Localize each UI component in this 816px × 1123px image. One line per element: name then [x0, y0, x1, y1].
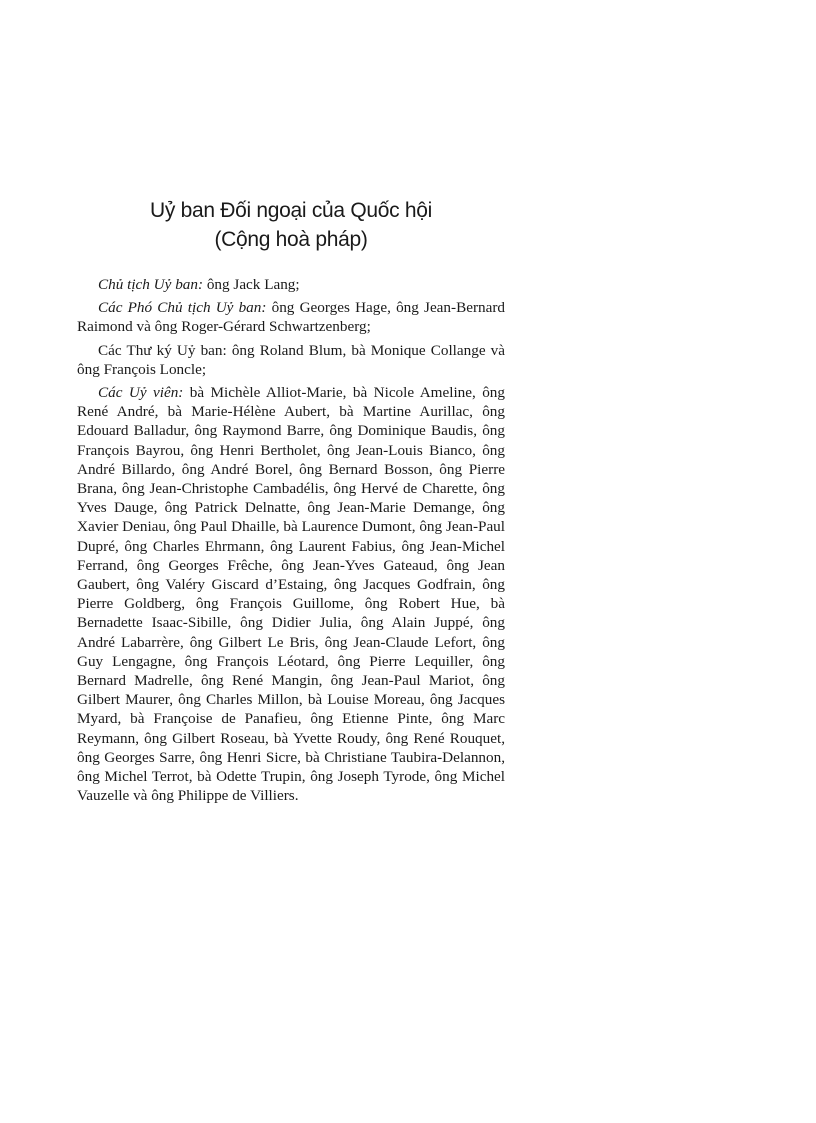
paragraph-text: bà Michèle Alliot-Marie, bà Nicole Ameline, ông René André, bà Marie-Hélène Aubert, bà Martine Aurillac, ông Edouard Balladur, ông Raymond Barre, ông Dominique Baudis, ông François Bayrou, ông Henri Bertholet, ông Jean-Louis Bianco, ông André Billardo, ông André Borel, ông Bernard Bosson, ông Pierre Brana, ông Jean-Christophe Cambadélis, ông Hervé de Charette, ông Yves Dauge, ông Patrick Delnatte, ông Jean-Marie Demange, ông Xavier Deniau, ông Paul Dhaille, bà Laurence Dumont, ông Jean-Paul Dupré, ông Charles Ehrmann, ông Laurent Fabius, ông Jean-Michel Ferrand, ông Georges Frêche, ông Jean-Yves Gateaud, ông Jean Gaubert, ông Valéry Giscard d’Estaing, ông Jacques Godfrain, ông Pierre Goldberg, ông François Guillome, ông Robert Hue, bà Bernadette Isaac-Sibille, ông Didier Julia, ông Alain Juppé, ông André Labarrère, ông Gilbert Le Bris, ông Jean-Claude Lefort, ông Guy Lengagne, ông François Léotard, ông Pierre Lequiller, ông Bernard Madrelle, ông René Mangin, ông Jean-Paul Mariot, ông Gilbert Maurer, ông Charles Millon, bà Louise Moreau, ông Jacques Myard, bà Françoise de Panafieu, ông Etienne Pinte, ông Marc Reymann, ông Gilbert Roseau, bà Yvette Roudy, ông René Rouquet, ông Georges Sarre, ông Henri Sicre, bà Christiane Taubira-Delannon, ông Michel Terrot, bà Odette Trupin, ông Joseph Tyrode, ông Michel Vauzelle và ông Philippe de Villiers. — [77, 384, 505, 805]
paragraph-label: Các Uỷ viên: — [98, 384, 184, 402]
paragraph-text: ông Georges Hage, ông Jean-Bernard Raimond và ông Roger-Gérard Schwartzenberg; — [77, 299, 505, 336]
paragraph-members — [77, 383, 505, 805]
paragraph-label: Chủ tịch Uỷ ban: — [98, 276, 204, 293]
paragraph-secretaries — [77, 341, 505, 379]
paragraph-text: Các Thư ký Uỷ ban: ông Roland Blum, bà Monique Collange và ông François Loncle; — [77, 341, 505, 378]
paragraph-label: Các Phó Chủ tịch Uỷ ban: — [98, 299, 267, 317]
paragraph-text: ông Jack Lang; — [203, 276, 300, 293]
paragraph-chairman — [77, 275, 505, 294]
title-line-2: (Cộng hoà pháp) — [214, 228, 368, 251]
body-text — [77, 275, 505, 809]
title-line-1: Uỷ ban Đối ngoại của Quốc hội — [150, 199, 432, 222]
paragraph-vice-chairmen — [77, 298, 505, 336]
page-title — [76, 196, 506, 254]
